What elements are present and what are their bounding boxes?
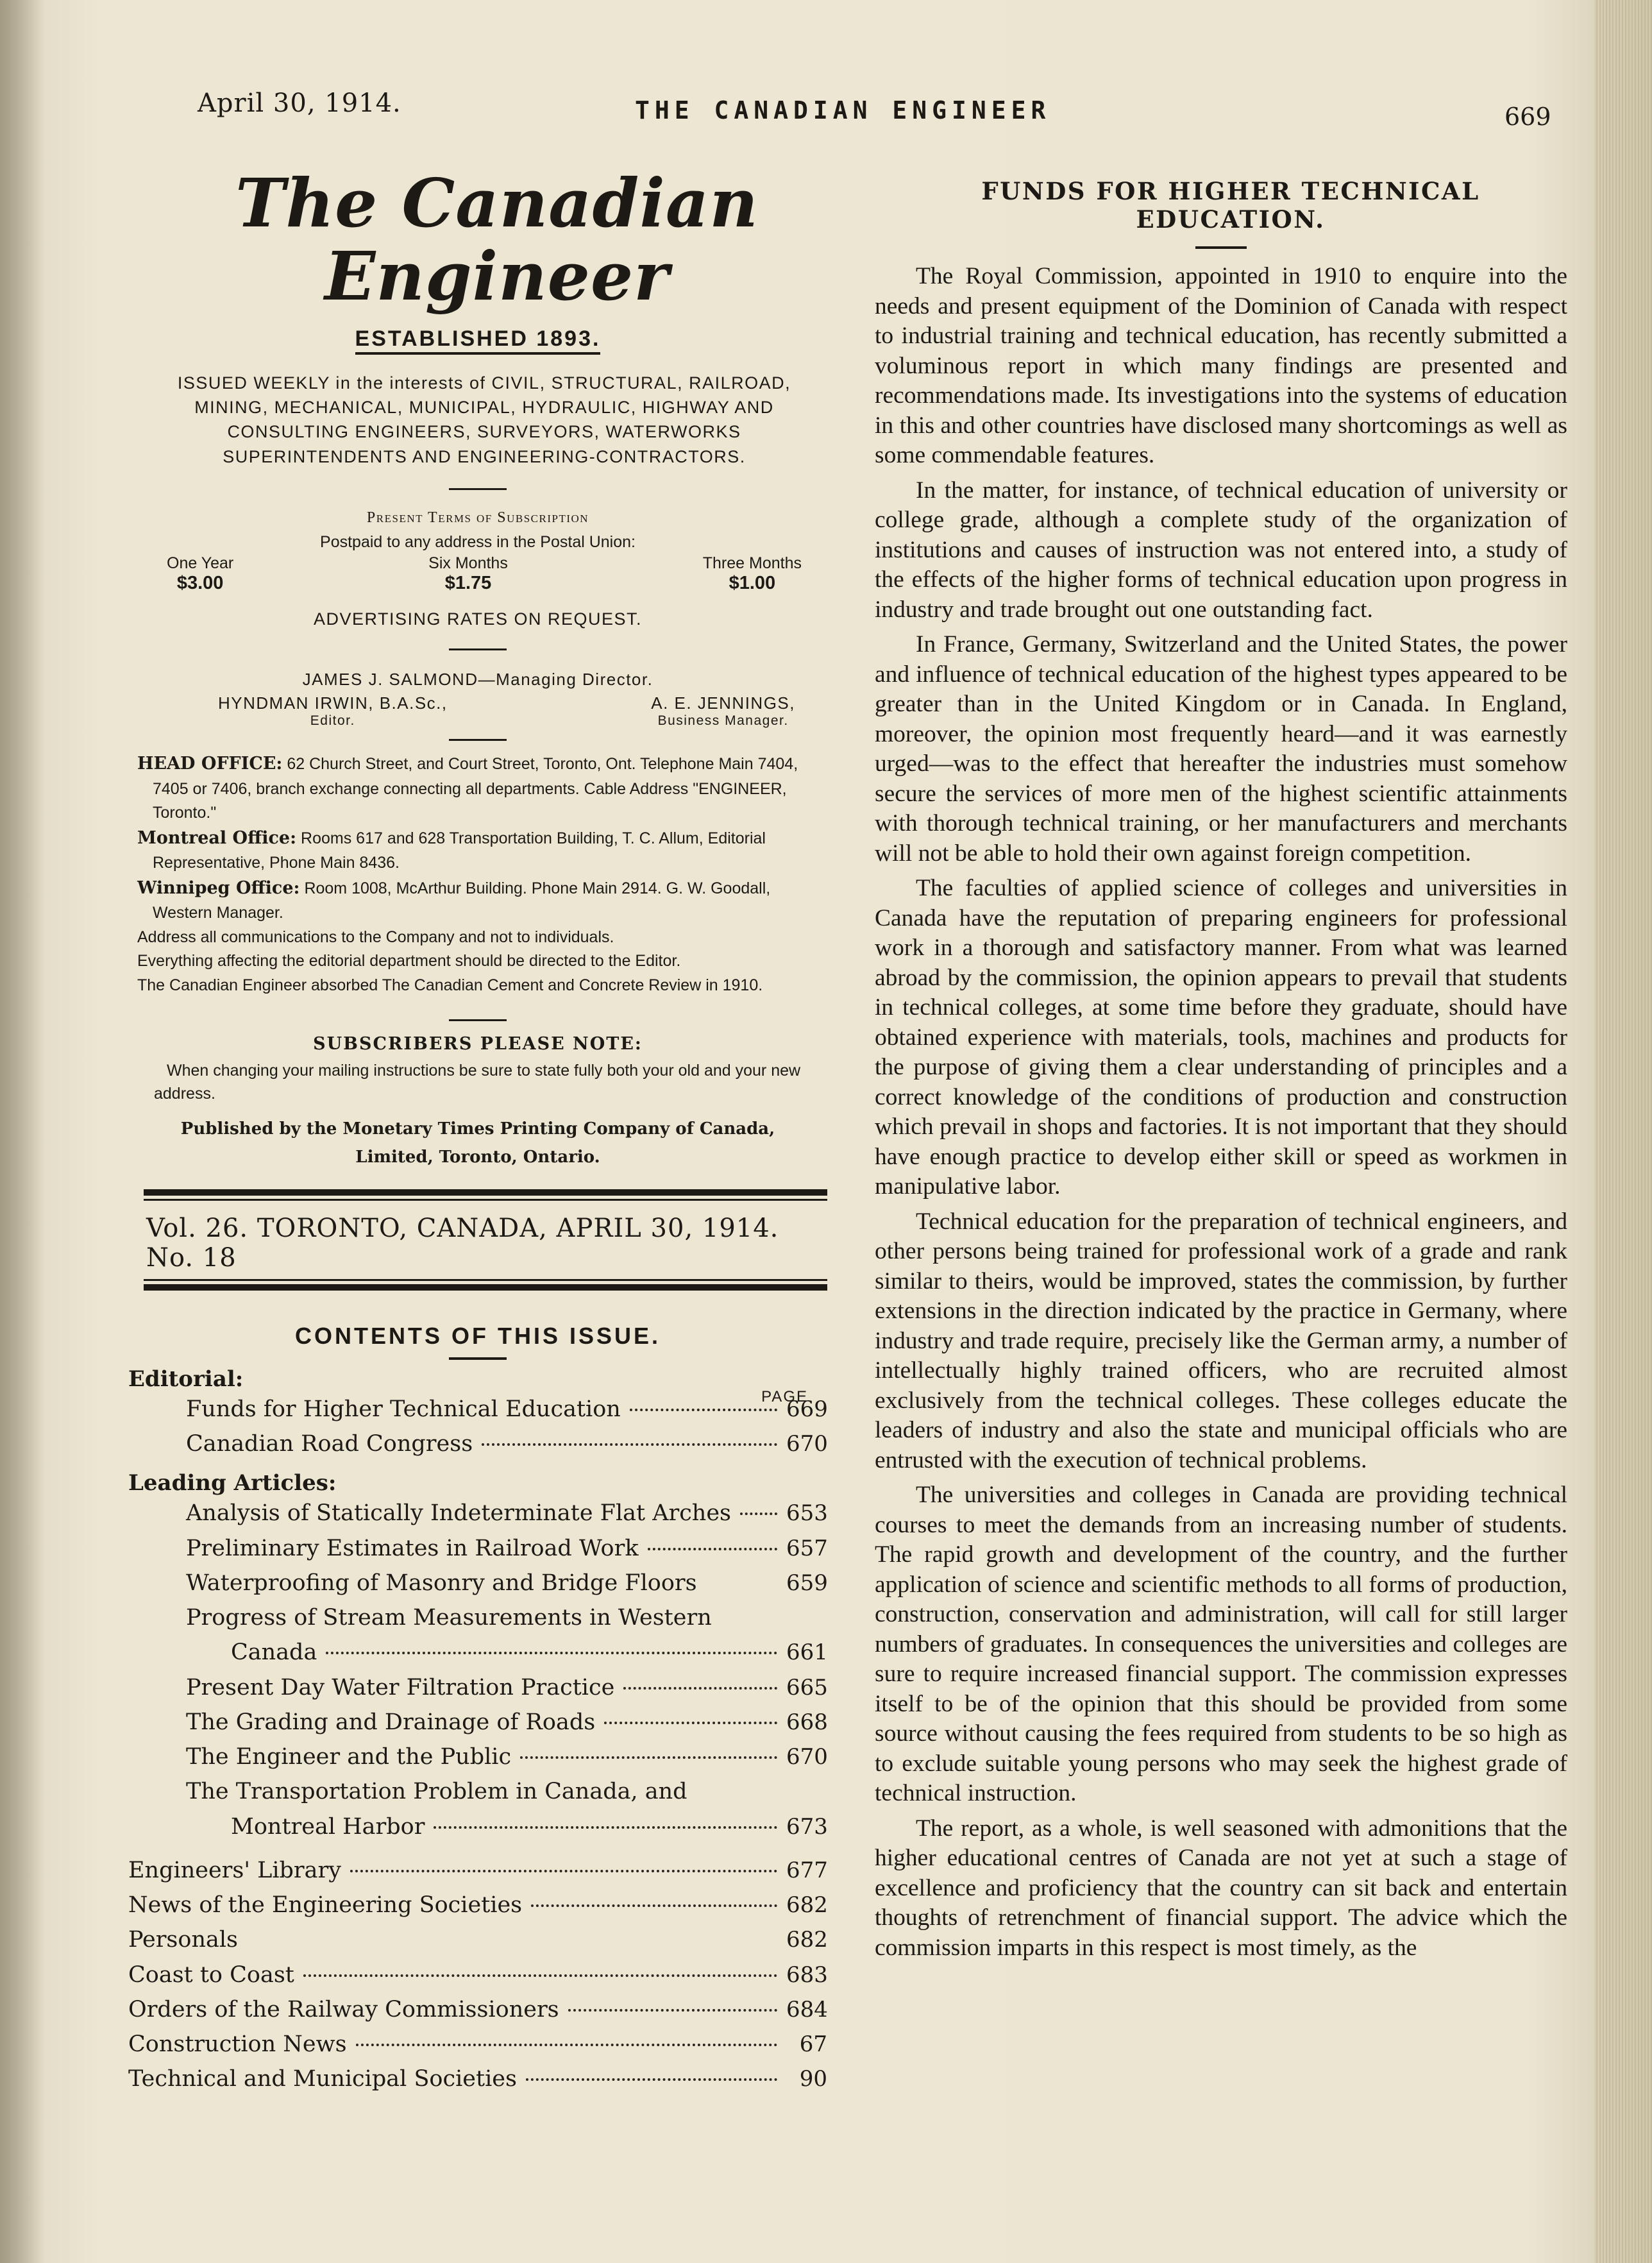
issued-statement: ISSUED WEEKLY in the interests of CIVIL, STRUCTURAL, RAILROAD, MINING, MECHANICAL, MUNICIPAL, HYDRAULIC, HIGHWAY AND CONSULTING ENGINEERS, SURVEYORS, WATERWORKS SUPERINTENDENTS AND ENGINEERING-CONTRACTORS. [177,373,791,466]
paragraph: The faculties of applied science of colleges and universities in Canada have the reputation of preparing engineers for professional work in a thorough and satisfactory manner. From what was learned abroad by the commission, the opinion appears to prevail that students in technical colleges, at some time before they graduate, should have obtained experience with materials, tools, machines and products for the purpose of giving them a clear understanding of principles and a correct knowledge of the conditions of production and construction which prevail in shops and factories. It is not important that they should have enough practice to develop either skill or speed as workmen in manipulative labor. [875,875,1567,1199]
divider [449,648,507,650]
toc-entry-continued[interactable]: Montreal Harbor 673 [231,1813,828,1840]
double-rule [144,1189,827,1201]
divider [449,1019,507,1021]
page-edges [1594,0,1652,2263]
paragraph: In the matter, for instance, of technical education of university or college grade, although a complete study of the organization of institutions and causes of instruction was not entered into, a study of the effects of the higher forms of technical education upon progress in industry and trade brought out one outstanding fact. [875,477,1567,623]
office-montreal: Montreal Office: Rooms 617 and 628 Transportation Building, T. C. Allum, Editorial Representative, Phone Main 8436. [137,827,766,872]
table-of-contents [128,1366,827,2097]
toc-entry[interactable]: Engineers' Library 677 [128,1857,828,1883]
toc-entry[interactable]: Progress of Stream Measurements in Western [186,1605,712,1631]
paragraph: The Royal Commission, appointed in 1910 to enquire into the needs and present equipment of the Dominion of Canada with respect to industrial training and technical education, has recently submitted a voluminous report in which many findings are presented and recommendations made. Its investigations into the systems of education in this and other countries have disclosed many shortcomings as well as some commendable features. [875,263,1567,468]
toc-entry[interactable]: Analysis of Statically Indeterminate Flat Arches 653 [186,1500,828,1527]
office-winnipeg: Winnipeg Office: Room 1008, McArthur Building. Phone Main 2914. G. W. Goodall, Western Manager. [137,877,771,922]
publisher-line: Published by the Monetary Times Printing Company of Canada, Limited, Toronto, Ontario. [180,1119,775,1167]
paragraph: The report, as a whole, is well seasoned with admonitions that the higher educational centres of Canada are not yet at such a stage of excellence and proficiency that the country can sit back and entertain thoughts of retrenchment of financial support. The advice which the commission imparts in this respect is most timely, as the [875,1815,1567,1961]
toc-heading-editorial: Editorial: [128,1366,244,1392]
toc-entry[interactable]: Coast to Coast 683 [128,1962,828,1988]
page-column-label: PAGE [761,1387,808,1405]
toc-entry[interactable]: Construction News 67 [128,2031,827,2058]
absorbed-note: The Canadian Engineer absorbed The Canadian Cement and Concrete Review in 1910. [137,976,763,994]
address-note: Address all communications to the Company and not to individuals. [137,928,614,946]
toc-heading-leading: Leading Articles: [128,1470,337,1496]
paragraph: Technical education for the preparation of technical engineers, and other persons being trained for professional work of a grade and rank similar to theirs, would be improved, states the commission, by further extensions in the direction indicated by the practice in Germany, where industry and trade require, precisely like the German army, a number of intellectually highly trained officers, who are recruited almost exclusively from the technical colleges. These colleges educate the leaders of industry and also the state and municipal officials who are entrusted with the execution of technical problems. [875,1208,1567,1473]
staff-row [218,693,795,729]
business-manager: A. E. JENNINGS, Business Manager. [651,693,795,729]
rate-three-months: Three Months $1.00 [702,554,802,594]
article-title: FUNDS FOR HIGHER TECHNICAL EDUCATION. [981,177,1480,233]
toc-entry[interactable]: News of the Engineering Societies 682 [128,1892,828,1919]
page-number: 669 [1504,103,1551,131]
toc-entry[interactable]: Technical and Municipal Societies 90 [128,2066,827,2092]
divider [449,488,507,490]
rate-six-months: Six Months $1.75 [428,554,508,594]
editorial-column [875,177,1567,1968]
toc-entry[interactable]: Personals 682 [128,1927,828,1953]
paragraph: In France, Germany, Switzerland and the United States, the power and influence of technical education of the highest types appeared to be greater than in the United Kingdom or in Canada. In England, moreover, the opinion most frequently heard—and it was earnestly urged—was to the effect that hereafter the industries must somehow secure the services of more men of the highest scientific attainments with thorough technical training, or her manufacturers and merchants will not be able to hold their own against foreign competition. [875,631,1567,867]
rate-one-year: One Year $3.00 [167,554,234,594]
toc-entry[interactable]: The Engineer and the Public 670 [186,1744,828,1770]
volume-line: Vol. 26. TORONTO, CANADA, APRIL 30, 1914. No. 18 [146,1213,779,1273]
journal-title: THE CANADIAN ENGINEER [635,96,1051,124]
double-rule [144,1279,827,1291]
contents-title: CONTENTS OF THIS ISSUE. [294,1322,661,1349]
running-head [0,89,1652,131]
toc-entry[interactable]: The Grading and Drainage of Roads 668 [186,1709,828,1735]
toc-entry[interactable]: Orders of the Railway Commissioners 684 [128,1996,828,2022]
office-listings [135,751,821,997]
established-line: ESTABLISHED 1893. [128,326,827,352]
divider [449,1357,507,1360]
toc-entry[interactable]: Preliminary Estimates in Railroad Work 657 [186,1535,828,1561]
masthead-title: The Canadian Engineer [235,164,759,316]
binding-shadow [0,0,45,2263]
postpaid-line: Postpaid to any address in the Postal Union: [320,533,636,552]
divider [1195,246,1247,249]
toc-entry[interactable]: Canadian Road Congress 670 [186,1431,828,1457]
advertising-line: ADVERTISING RATES ON REQUEST. [313,609,643,629]
terms-heading: Present Terms of Subscription [366,509,589,527]
subscription-rates [167,554,802,594]
paragraph: The universities and colleges in Canada are providing technical courses to meet the demands from an increasing number of students. The rapid growth and development of the country, and the further application of science and scientific methods to all forms of production, construction, conservation and administration, will call for still larger numbers of graduates. In consequences the universities and colleges are sure to require increased financial support. The commission expresses itself to be of the opinion that this should be provided from some source without causing the fees required from students to be so high as to exclude suitable young persons who may seek the highest grade of technical instruction. [875,1482,1567,1806]
toc-entry[interactable]: Waterproofing of Masonry and Bridge Floors 659 [186,1570,828,1596]
toc-entry-continued[interactable]: Canada 661 [231,1640,828,1666]
office-head: HEAD OFFICE: 62 Church Street, and Court Street, Toronto, Ont. Telephone Main 7404, 7405 or 7406, branch exchange connecting all departments. Cable Address "ENGINEER, Toronto." [137,754,798,822]
editor: HYNDMAN IRWIN, B.A.Sc., Editor. [218,693,448,729]
toc-entry[interactable]: The Transportation Problem in Canada, and [186,1779,687,1805]
divider [449,739,507,741]
managing-director: JAMES J. SALMOND—Managing Director. [302,670,653,690]
article-body [875,262,1567,1963]
toc-entry[interactable]: Present Day Water Filtration Practice 665 [186,1674,828,1700]
toc-entry[interactable]: Funds for Higher Technical Education 669 [186,1396,828,1422]
issue-date: April 30, 1914. [198,89,401,118]
masthead-column [128,154,827,2232]
subscribers-note: When changing your mailing instructions be sure to state fully both your old and your new address. [154,1062,801,1103]
subscribers-heading: SUBSCRIBERS PLEASE NOTE: [313,1034,643,1055]
editorial-note: Everything affecting the editorial department should be directed to the Editor. [137,952,681,970]
